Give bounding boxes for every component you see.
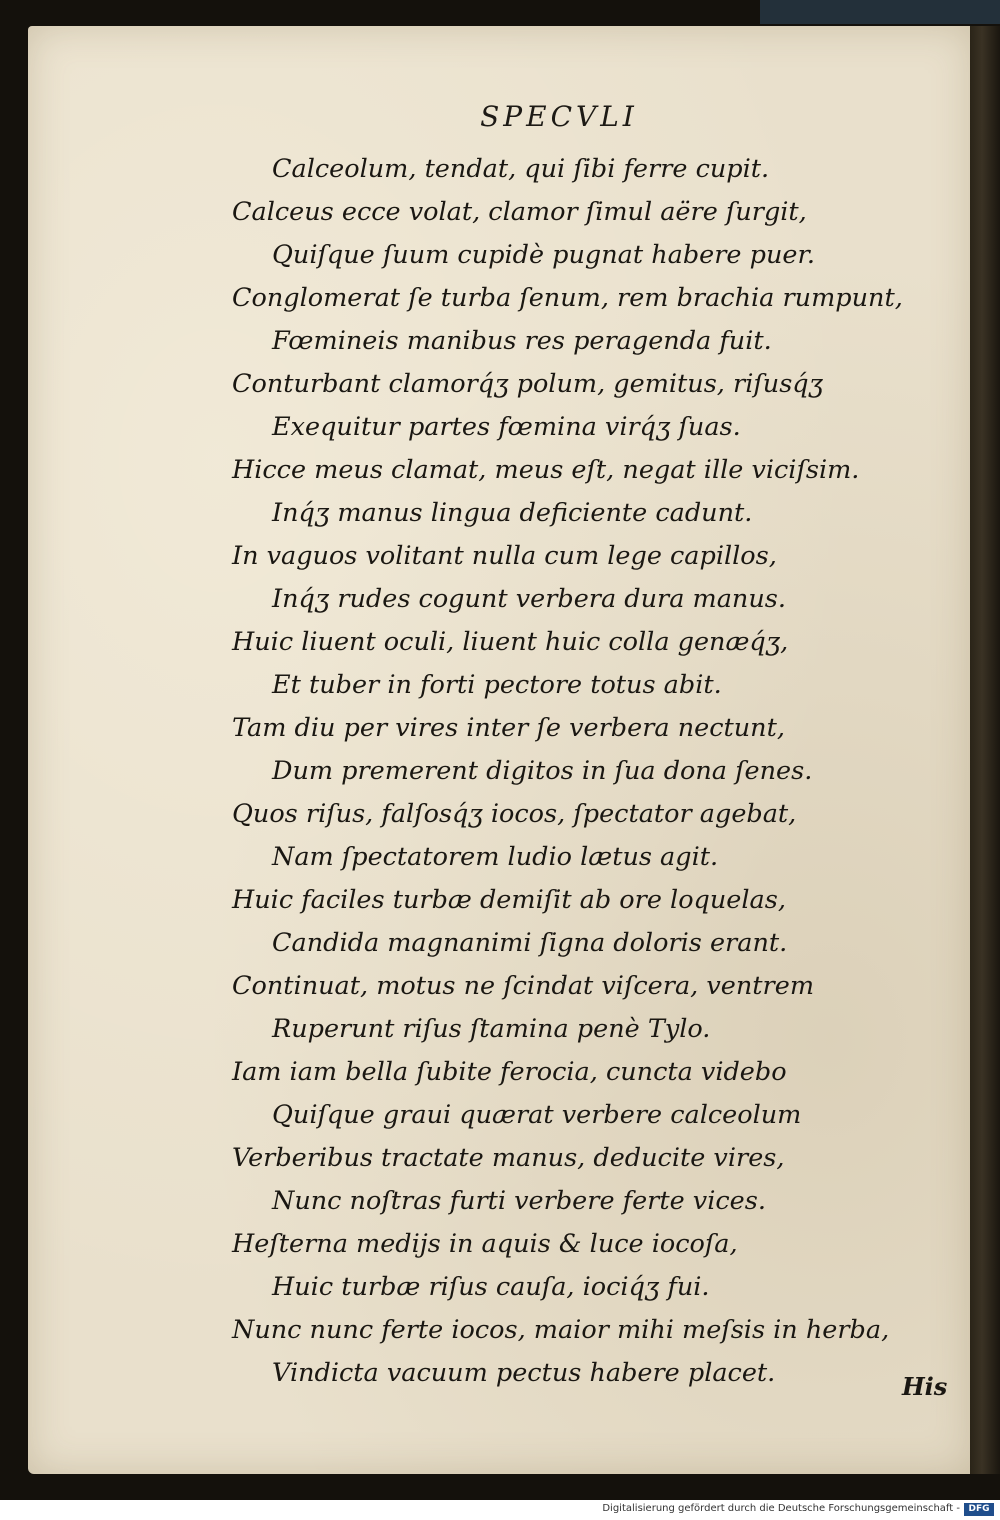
verse-line: Nunc nunc ferte iocos, maior mihi meſsis in herba, <box>232 1315 890 1345</box>
verse-line: Nunc noſtras furti verbere ferte vices. <box>272 1186 766 1216</box>
verse-line: Ruperunt riſus ſtamina penè Tylo. <box>272 1014 711 1044</box>
verse-line: Inq́ʒ rudes cogunt verbera dura manus. <box>272 584 786 614</box>
verse-line: Quos riſus, falſosq́ʒ iocos, ſpectator agebat, <box>232 799 797 829</box>
verse-line: Nam ſpectatorem ludio lætus agit. <box>272 842 719 872</box>
verse-line: Iam iam bella ſubite ferocia, cuncta videbo <box>232 1057 787 1087</box>
verse-line: Hicce meus clamat, meus eſt, negat ille viciſsim. <box>232 455 860 485</box>
verse-line: Fœmineis manibus res peragenda fuit. <box>272 326 772 356</box>
footer-bar <box>0 1500 1000 1520</box>
verse-line: Tam diu per vires inter ſe verbera nectunt, <box>232 713 785 743</box>
scan-edge-right <box>970 26 1000 1474</box>
verse-line: Verberibus tractate manus, deducite vires, <box>232 1143 785 1173</box>
verse-line: Conglomerat ſe turba ſenum, rem brachia rumpunt, <box>232 283 903 313</box>
verse-line: Quiſque ſuum cupidè pugnat habere puer. <box>272 240 815 270</box>
catchword: His <box>902 1372 948 1401</box>
funding-credit: Digitalisierung gefördert durch die Deutsche Forschungsgemeinschaft - <box>602 1503 960 1514</box>
verse-line: Vindicta vacuum pectus habere placet. <box>272 1358 776 1388</box>
running-header: SPECVLI <box>480 100 638 133</box>
verse-line: Dum premerent digitos in ſua dona ſenes. <box>272 756 813 786</box>
verse-line: Huic turbæ riſus cauſa, iociq́ʒ fui. <box>272 1272 710 1302</box>
verse-line: Huic liuent oculi, liuent huic colla genæq́ʒ, <box>232 627 789 657</box>
verse-line: In vaguos volitant nulla cum lege capillos, <box>232 541 777 571</box>
verse-line: Calceus ecce volat, clamor ſimul aëre ſurgit, <box>232 197 807 227</box>
verse-line: Conturbant clamorq́ʒ polum, gemitus, riſusq́ʒ <box>232 369 824 399</box>
verse-line: Continuat, motus ne ſcindat viſcera, ventrem <box>232 971 814 1001</box>
verse-line: Candida magnanimi ſigna doloris erant. <box>272 928 788 958</box>
verse-line: Exequitur partes fœmina virq́ʒ ſuas. <box>272 412 741 442</box>
verse-line: Et tuber in forti pectore totus abit. <box>272 670 722 700</box>
verse-line: Quiſque graui quærat verbere calceolum <box>272 1100 802 1130</box>
dfg-logo: DFG <box>964 1503 994 1516</box>
scan-edge-top <box>760 0 1000 24</box>
verse-line: Calceolum, tendat, qui ſibi ferre cupit. <box>272 154 770 184</box>
verse-line: Heſterna medijs in aquis & luce iocoſa, <box>232 1229 738 1259</box>
verse-line: Huic faciles turbæ demiſit ab ore loquelas, <box>232 885 786 915</box>
verse-line: Inq́ʒ manus lingua deficiente cadunt. <box>272 498 753 528</box>
